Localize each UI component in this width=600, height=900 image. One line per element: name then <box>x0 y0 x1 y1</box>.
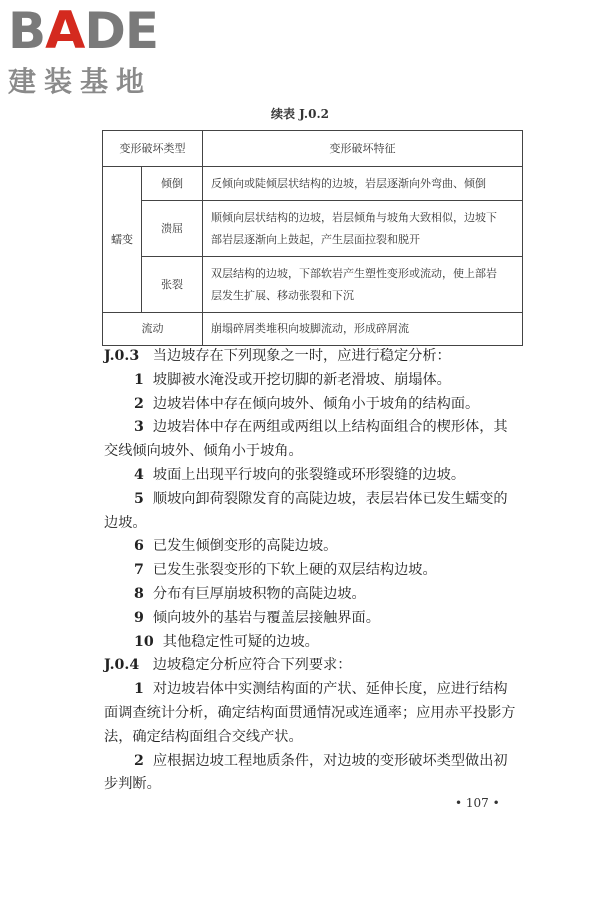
logo-letters-de: DE <box>84 2 159 60</box>
item-number: 6 <box>134 538 144 555</box>
item-text: 步判断。 <box>104 776 161 793</box>
list-item <box>104 416 529 464</box>
group-label: 蠕变 <box>103 167 142 313</box>
table-header-row <box>103 131 523 167</box>
list-item <box>104 631 529 655</box>
row-feature: 崩塌碎屑类堆积向坡脚流动，形成碎屑流 <box>203 313 523 346</box>
item-text: 面调查统计分析，确定结构面贯通情况或连通率；应用赤平投影方 <box>104 704 516 721</box>
item-number: 10 <box>134 633 154 650</box>
item-number: 5 <box>134 490 144 507</box>
table-row <box>103 201 523 257</box>
row-feature <box>203 201 523 257</box>
row-type: 溃屈 <box>142 201 203 257</box>
item-text: 坡脚被水淹没或开挖切脚的新老滑坡、崩塌体。 <box>152 371 451 388</box>
item-number: 4 <box>134 466 144 483</box>
page-number: • 107 • <box>455 796 500 810</box>
section-text: 当边坡存在下列现象之一时，应进行稳定分析： <box>152 348 451 364</box>
item-number: 1 <box>134 371 144 388</box>
item-number: 9 <box>134 609 144 626</box>
item-number: 2 <box>134 395 144 412</box>
item-number: 8 <box>134 585 144 602</box>
list-item <box>104 559 529 583</box>
item-number: 2 <box>134 752 144 769</box>
item-text: 顺坡向卸荷裂隙发育的高陡边坡，表层岩体已发生蠕变的 <box>152 490 508 507</box>
table-row <box>103 257 523 313</box>
feature-line: 部岩层逐渐向上鼓起，产生层面拉裂和脱开 <box>211 232 420 246</box>
list-item <box>104 464 529 488</box>
item-text: 法，确定结构面组合交线产状。 <box>104 728 303 745</box>
list-item <box>104 583 529 607</box>
item-text: 边坡岩体中存在倾向坡外、倾角小于坡角的结构面。 <box>152 395 480 412</box>
feature-line: 双层结构的边坡，下部软岩产生塑性变形或流动，使上部岩 <box>211 266 497 280</box>
item-number: 1 <box>134 681 144 698</box>
item-text: 应根据边坡工程地质条件，对边坡的变形破坏类型做出初 <box>152 752 508 769</box>
list-item <box>104 678 529 749</box>
logo-wordmark <box>8 1 159 61</box>
item-text: 倾向坡外的基岩与覆盖层接触界面。 <box>152 609 380 626</box>
section-number: J.0.4 <box>104 657 140 674</box>
item-text: 对边坡岩体中实测结构面的产状、延伸长度，应进行结构 <box>152 681 508 698</box>
table-row <box>103 313 523 346</box>
list-item <box>104 488 529 536</box>
table-caption: 续表 J.0.2 <box>271 107 329 121</box>
item-text: 已发生倾倒变形的高陡边坡。 <box>152 538 338 555</box>
feature-line: 层发生扩展、移动张裂和下沉 <box>211 288 354 302</box>
item-text: 边坡。 <box>104 514 147 531</box>
deformation-table <box>102 130 523 346</box>
bade-logo <box>8 1 159 100</box>
row-type: 倾倒 <box>142 167 203 201</box>
row-feature <box>203 167 523 201</box>
row-type: 流动 <box>103 313 203 346</box>
list-item <box>104 393 529 417</box>
list-item <box>104 535 529 559</box>
section-text: 边坡稳定分析应符合下列要求： <box>152 657 352 674</box>
row-type: 张裂 <box>142 257 203 313</box>
item-text: 已发生张裂变形的下软上硬的双层结构边坡。 <box>152 562 437 579</box>
item-text: 边坡岩体中存在两组或两组以上结构面组合的楔形体，其 <box>152 419 508 436</box>
list-item <box>104 750 529 798</box>
item-text: 分布有巨厚崩坡积物的高陡边坡。 <box>152 585 366 602</box>
item-text: 坡面上出现平行坡向的张裂缝或环形裂缝的边坡。 <box>152 466 466 483</box>
logo-subtitle: 建装基地 <box>8 65 153 98</box>
feature-line: 反倾向或陡倾层状结构的边坡，岩层逐渐向外弯曲、倾倒 <box>211 176 486 190</box>
item-text: 其他稳定性可疑的边坡。 <box>162 633 319 650</box>
logo-letter-a: A <box>45 1 85 61</box>
section-heading <box>104 345 529 369</box>
body-text <box>104 345 529 797</box>
item-text: 交线倾向坡外、倾角小于坡角。 <box>104 443 303 460</box>
list-item <box>104 607 529 631</box>
list-item <box>104 369 529 393</box>
table-row <box>103 167 523 201</box>
section-number: J.0.3 <box>104 348 140 364</box>
section-heading <box>104 654 529 678</box>
item-number: 7 <box>134 562 144 579</box>
logo-letter-b: B <box>8 2 46 60</box>
header-feature: 变形破坏特征 <box>203 131 523 167</box>
feature-line: 顺倾向层状结构的边坡，岩层倾角与坡角大致相似，边坡下 <box>211 210 497 224</box>
row-feature <box>203 257 523 313</box>
item-number: 3 <box>134 419 144 436</box>
header-type: 变形破坏类型 <box>103 131 203 167</box>
